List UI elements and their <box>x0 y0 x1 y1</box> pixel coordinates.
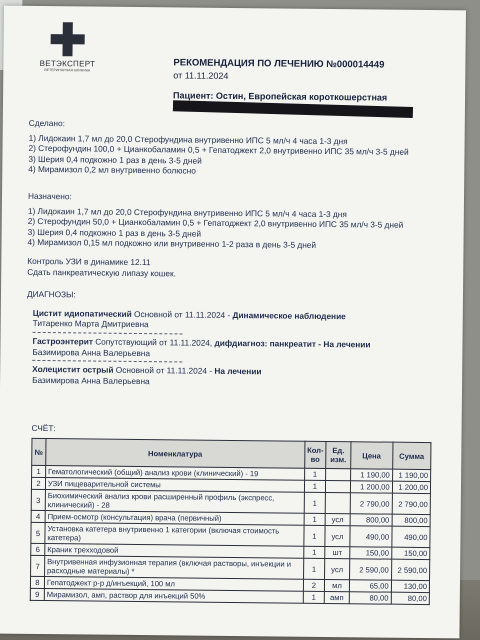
diagnosis-detail: Основной от 11.11.2024 - <box>113 364 215 376</box>
column-header-total: Сумма <box>392 442 431 469</box>
item-total: 150,00 <box>391 547 429 559</box>
item-name: Мирамизол, амп, раствор для инъекций 50% <box>44 589 303 604</box>
row-number: 3 <box>31 489 45 510</box>
item-quantity: 1 <box>304 480 326 492</box>
prescribed-item: 2) Стерофундин 50,0 + Цианкобаламин 0,5 + Гепатоджект 2,0 внутривенно ИПС 35 мл/ч 3-5 дней <box>27 215 404 230</box>
divider <box>33 332 183 335</box>
item-unit: шт <box>325 546 350 558</box>
item-name: Биохимический анализ крови расширенный профиль (экспресс, клинический) - 28 <box>45 490 304 514</box>
item-total: 130,00 <box>391 580 429 592</box>
document-header <box>173 57 464 116</box>
item-name: УЗИ пищеварительной системы <box>45 478 304 493</box>
diagnoses-label: ДИАГНОЗЫ: <box>26 288 76 300</box>
item-total: 80,00 <box>391 592 429 604</box>
done-item: 3) Шерия 0,4 подкожно 1 раз в день 3-5 дней <box>28 153 202 166</box>
item-name: Гематологический (общий) анализ крови (клинический) - 19 <box>46 466 305 481</box>
diagnosis-entry <box>32 336 456 366</box>
item-name: Гепатоджект р-р д/инъекций, 100 мл <box>44 577 303 592</box>
document-body <box>26 118 459 390</box>
item-quantity: 1 <box>304 468 326 480</box>
document-title: РЕКОМЕНДАЦИЯ ПО ЛЕЧЕНИЮ №000014449 <box>173 57 385 71</box>
item-total: 800,00 <box>392 514 430 526</box>
diagnosis-name: Гастроэнтерит <box>32 335 93 347</box>
prescribed-note: Контроль УЗИ в динамике 12.11 <box>27 255 151 268</box>
item-total: 2 590,00 <box>391 559 430 580</box>
diagnosis-status: дифдиагноз: панкреатит - На лечении <box>214 337 371 350</box>
diagnosis-doctor: Титаренко Марта Дмитриевна <box>32 318 149 330</box>
row-number: 6 <box>31 543 45 555</box>
diagnosis-name: Цистит идиопатический <box>32 307 132 319</box>
diagnosis-name: Холецистит острый <box>32 363 114 375</box>
prescribed-label: Назначено: <box>27 190 72 202</box>
prescribed-note: Сдать панкреатическую липазу кошек. <box>27 266 177 278</box>
diagnosis-detail: Сопутствующий от 11.11.2024, <box>92 336 215 348</box>
item-unit: усл <box>325 558 350 579</box>
item-unit <box>326 480 351 492</box>
row-number: 5 <box>31 522 45 543</box>
item-quantity: 1 <box>303 558 325 579</box>
item-unit: усл <box>325 513 350 525</box>
item-price: 150,00 <box>350 547 392 559</box>
column-header-number: № <box>32 438 46 465</box>
clinic-logo <box>31 22 104 73</box>
invoice-header-row <box>32 438 431 469</box>
item-unit: мл <box>325 579 350 591</box>
item-quantity: 1 <box>304 513 326 525</box>
row-number: 9 <box>30 588 44 600</box>
done-item: 2) Стерофундин 100,0 + Цианкобаламин 0,5 + Гепатоджект 2,0 внутривенно ИПС 35 мл/ч 3-5 дней <box>28 143 409 158</box>
row-number: 2 <box>31 477 45 489</box>
item-price: 1 190,00 <box>350 469 392 481</box>
item-price: 2 790,00 <box>350 493 392 514</box>
item-price: 2 590,00 <box>349 559 391 580</box>
diagnosis-doctor: Базимирова Анна Валерьевна <box>32 374 150 386</box>
item-unit: усл <box>325 525 350 546</box>
done-label: Сделано: <box>28 117 65 129</box>
item-price: 80,00 <box>349 592 391 604</box>
done-item: 4) Мирамизол 0,2 мл внутривенно болюсно <box>28 164 196 176</box>
item-unit: амп <box>324 591 349 603</box>
item-price: 65,00 <box>349 580 391 592</box>
column-header-quantity: Кол-во <box>304 441 326 468</box>
item-price: 490,00 <box>350 526 392 547</box>
prescribed-item: 3) Шерия 0,4 подкожно 1 раз в день 3-5 дней <box>27 226 202 239</box>
item-unit <box>326 468 351 480</box>
diagnosis-entry <box>32 364 456 390</box>
diagnosis-entry <box>33 308 457 338</box>
item-name: Установка катетера внутривенно 1 категории (включая стоимость катетера) <box>45 523 304 547</box>
item-total: 1 190,00 <box>392 469 430 481</box>
column-header-unit: Ед. изм. <box>326 441 351 468</box>
item-name: Краник трехходовой <box>45 544 304 559</box>
diagnosis-doctor: Базимирова Анна Валерьевна <box>32 346 151 358</box>
item-quantity: 1 <box>304 492 326 513</box>
invoice-label: СЧЁТ: <box>31 422 56 434</box>
document-date: от 11.11.2024 <box>173 70 229 81</box>
column-header-price: Цена <box>351 442 393 469</box>
diagnosis-status: На лечении <box>214 365 262 377</box>
redaction-bar <box>173 100 413 118</box>
item-total: 490,00 <box>392 526 431 547</box>
patient-line: Пациент: Остин, Европейская короткошерстная <box>173 90 388 103</box>
row-number: 7 <box>31 555 45 576</box>
document-sheet <box>0 6 466 639</box>
item-name: Прием-осмотр (консультация) врача (первичный) <box>45 511 304 526</box>
item-quantity: 1 <box>303 546 325 558</box>
item-quantity: 1 <box>303 591 325 603</box>
item-name: Внутривенная инфузионная терапия (включая растворы, инъекции и расходные материалы) * <box>44 556 303 580</box>
item-price: 1 200,00 <box>350 481 392 493</box>
prescribed-item: 4) Мирамизол 0,15 мл подкожно или внутривенно 1-2 раза в день 3-5 дней <box>27 237 317 251</box>
column-header-item: Номенклатура <box>46 439 305 469</box>
row-number: 4 <box>31 510 45 522</box>
prescribed-item: 1) Лидокаин 1,7 мл до 20,0 Стерофундина внутривенно ИПС 5 мл/ч 4 часа 1-3 дня <box>27 205 347 219</box>
clinic-subtitle: ВЕТЕРИНАРНАЯ КЛИНИКА <box>44 68 91 73</box>
cross-paw-icon <box>50 22 84 56</box>
invoice-rows <box>30 465 430 604</box>
item-price: 800,00 <box>350 514 392 526</box>
row-number: 8 <box>30 576 44 588</box>
diagnosis-status: Динамическое наблюдение <box>232 309 346 321</box>
clinic-name: ВЕТЭКСПЕРТ <box>39 58 96 69</box>
item-quantity: 1 <box>304 525 326 546</box>
row-number: 1 <box>32 465 46 477</box>
done-item: 1) Лидокаин 1,7 мл до 20,0 Стерофундина внутривенно ИПС 5 мл/ч 4 часа 1-3 дня <box>28 132 348 146</box>
item-unit <box>325 492 350 513</box>
invoice-table <box>30 438 432 605</box>
item-total: 2 790,00 <box>392 493 431 514</box>
item-quantity: 2 <box>303 579 325 591</box>
divider <box>32 360 182 363</box>
diagnosis-detail: Основной от 11.11.2024 - <box>131 308 233 320</box>
item-total: 1 200,00 <box>392 481 430 493</box>
